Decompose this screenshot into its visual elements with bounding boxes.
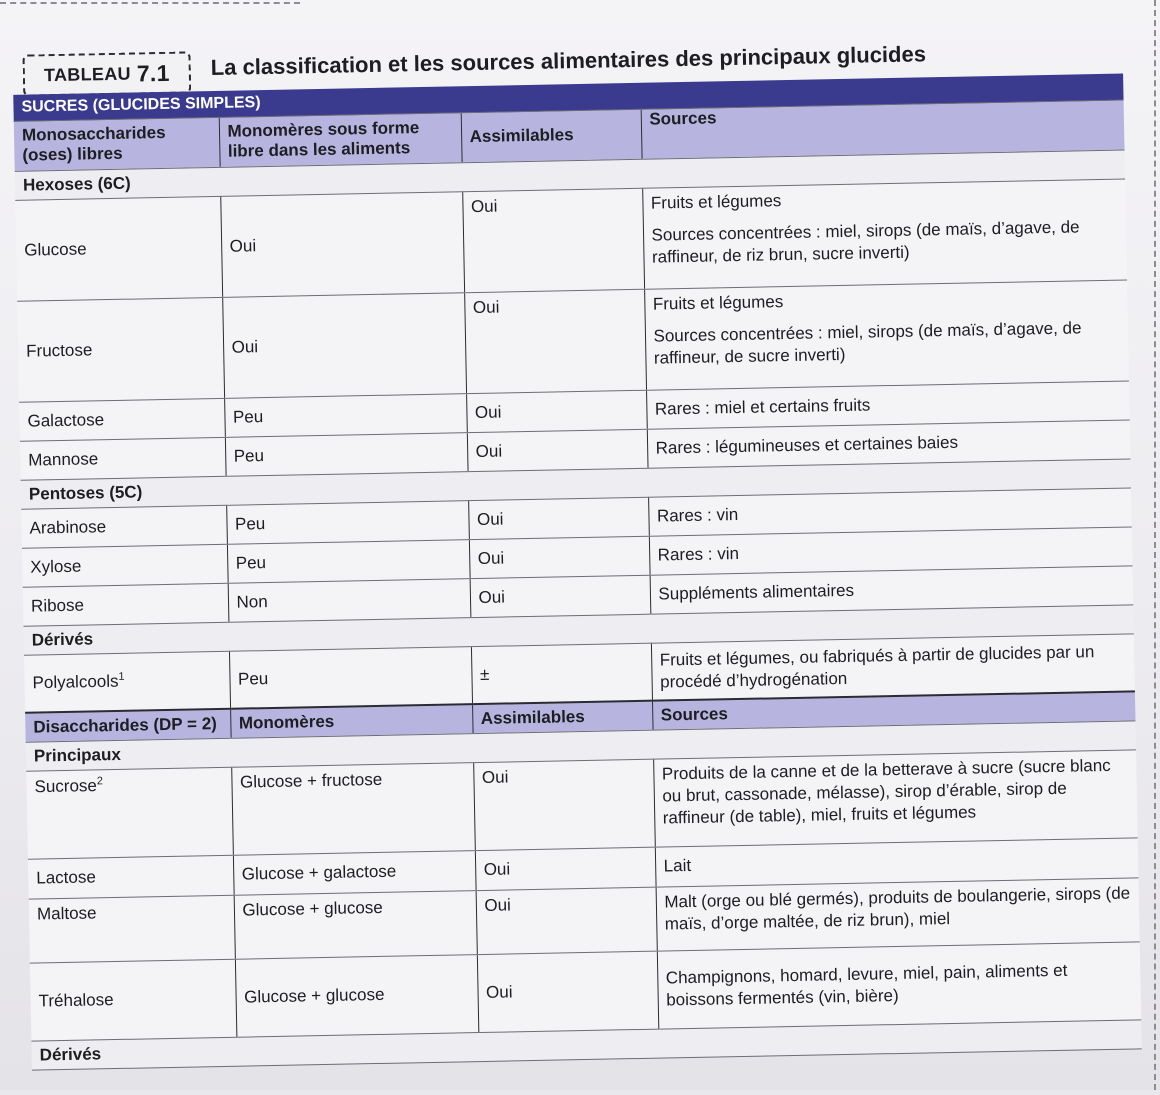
header-sources-2: Sources <box>652 691 1135 730</box>
assimilable-value: Oui <box>466 390 647 432</box>
sugar-name <box>24 651 230 712</box>
monomers-value: Glucose + fructose <box>231 762 475 855</box>
assimilable-value: ± <box>471 643 652 704</box>
band-simple-sugars: SUCRES (GLUCIDES SIMPLES) <box>13 74 1123 122</box>
assimilable-value: Oui <box>473 759 655 850</box>
header-free-monomers: Monomères sous forme libre dans les aliments <box>219 113 462 167</box>
monomers-value: Glucose + glucose <box>235 954 478 1037</box>
group-derives-2: Dérivés <box>31 1020 1141 1070</box>
badge-label: TABLEAU <box>43 63 131 85</box>
sources-cell: Rares : vin <box>648 488 1132 536</box>
top-dashed-rule <box>0 2 300 4</box>
free-value: Peu <box>229 646 472 708</box>
footnote-mark: 1 <box>118 671 125 684</box>
assimilable-value: Oui <box>462 188 644 292</box>
sugar-name: Xylose <box>22 544 228 587</box>
sugar-name: Mannose <box>20 437 226 480</box>
sugar-name: Fructose <box>17 297 224 402</box>
sources-cell: Rares : vin <box>649 527 1133 575</box>
sugar-name: Arabinose <box>21 505 227 548</box>
free-value: Non <box>228 578 471 622</box>
assimilable-value: Oui <box>464 289 646 393</box>
assimilable-value: Oui <box>477 951 658 1032</box>
sugar-name: Tréhalose <box>30 959 236 1041</box>
free-value: Oui <box>220 192 464 298</box>
carbohydrate-table <box>13 74 1142 1071</box>
assimilable-value: Oui <box>470 575 651 617</box>
assimilable-value: Oui <box>476 887 657 954</box>
group-derives: Dérivés <box>23 605 1133 655</box>
free-value: Peu <box>226 500 469 544</box>
sugar-name: Maltose <box>29 895 235 963</box>
group-pentoses: Pentoses (5C) <box>21 459 1131 509</box>
source-line: Sources concentrées : miel, sirops (de maïs, d’agave, de raffineur, de sucre inverti) <box>653 318 1082 368</box>
sources-cell: Champignons, homard, levure, miel, pain, aliments et boissons fermentés (vin, bière) <box>657 942 1141 1029</box>
free-value: Peu <box>225 432 468 476</box>
table-title: La classification et les sources alimentaires des principaux glucides <box>210 41 927 81</box>
header-assimilable: Assimilables <box>461 109 642 162</box>
monomers-value: Glucose + glucose <box>234 890 477 959</box>
sugar-name: Galactose <box>19 398 225 441</box>
monomers-value: Glucose + galactose <box>233 850 476 895</box>
sugar-name-text: Sucrose <box>34 775 98 796</box>
assimilable-value: Oui <box>467 429 648 471</box>
sources-cell: Rares : miel et certains fruits <box>646 381 1130 429</box>
header-assimilable-2: Assimilables <box>472 700 653 733</box>
right-dashed-edge <box>1154 0 1160 1090</box>
sources-cell <box>644 280 1129 390</box>
sugar-name: Ribose <box>23 583 229 626</box>
footnote-mark: 2 <box>96 775 104 788</box>
group-hexoses: Hexoses (6C) <box>15 150 1125 200</box>
badge-number: 7.1 <box>136 59 170 86</box>
sugar-name <box>26 767 233 859</box>
sugar-name-text: Polyalcools <box>32 671 119 693</box>
assimilable-value: Oui <box>469 536 650 578</box>
header-sources: Sources <box>641 100 1125 159</box>
sources-cell: Suppléments alimentaires <box>650 566 1134 614</box>
assimilable-value: Oui <box>468 497 649 539</box>
header-monomers: Monomères <box>230 704 473 738</box>
sources-cell: Malt (orge ou blé germés), produits de boulangerie, sirops (de maïs, d’orge maltée, de riz brun), miel <box>656 878 1140 951</box>
free-value: Peu <box>227 539 470 583</box>
source-line: Sources concentrées : miel, sirops (de maïs, d’agave, de raffineur, de riz brun, sucre inverti) <box>651 217 1080 267</box>
source-line: Fruits et légumes <box>652 291 784 314</box>
source-line: Fruits et légumes <box>650 190 782 213</box>
assimilable-value: Oui <box>475 847 656 890</box>
header-disaccharides: Disaccharides (DP = 2) <box>25 709 231 742</box>
free-value: Oui <box>222 292 466 398</box>
sources-cell: Fruits et légumes, ou fabriqués à partir de glucides par un procédé d’hydrogénation <box>651 634 1135 701</box>
table-badge <box>22 51 191 96</box>
sugar-name: Glucose <box>15 196 222 301</box>
table-sheet <box>12 0 1152 1095</box>
header-monosaccharides: Monosaccharides (oses) libres <box>14 117 220 171</box>
sources-cell: Produits de la canne et de la betterave à sucre (sucre blanc ou brut, cassonade, mélasse), sirop d’érable, sirop de raffineur (de table), miel, fruits et légumes <box>653 750 1138 847</box>
free-value: Peu <box>224 393 467 437</box>
sugar-name: Lactose <box>28 855 234 899</box>
sources-cell: Rares : légumineuses et certaines baies <box>647 420 1131 468</box>
sources-cell: Lait <box>655 838 1139 887</box>
group-principaux: Principaux <box>26 721 1136 771</box>
sources-cell <box>642 179 1127 289</box>
